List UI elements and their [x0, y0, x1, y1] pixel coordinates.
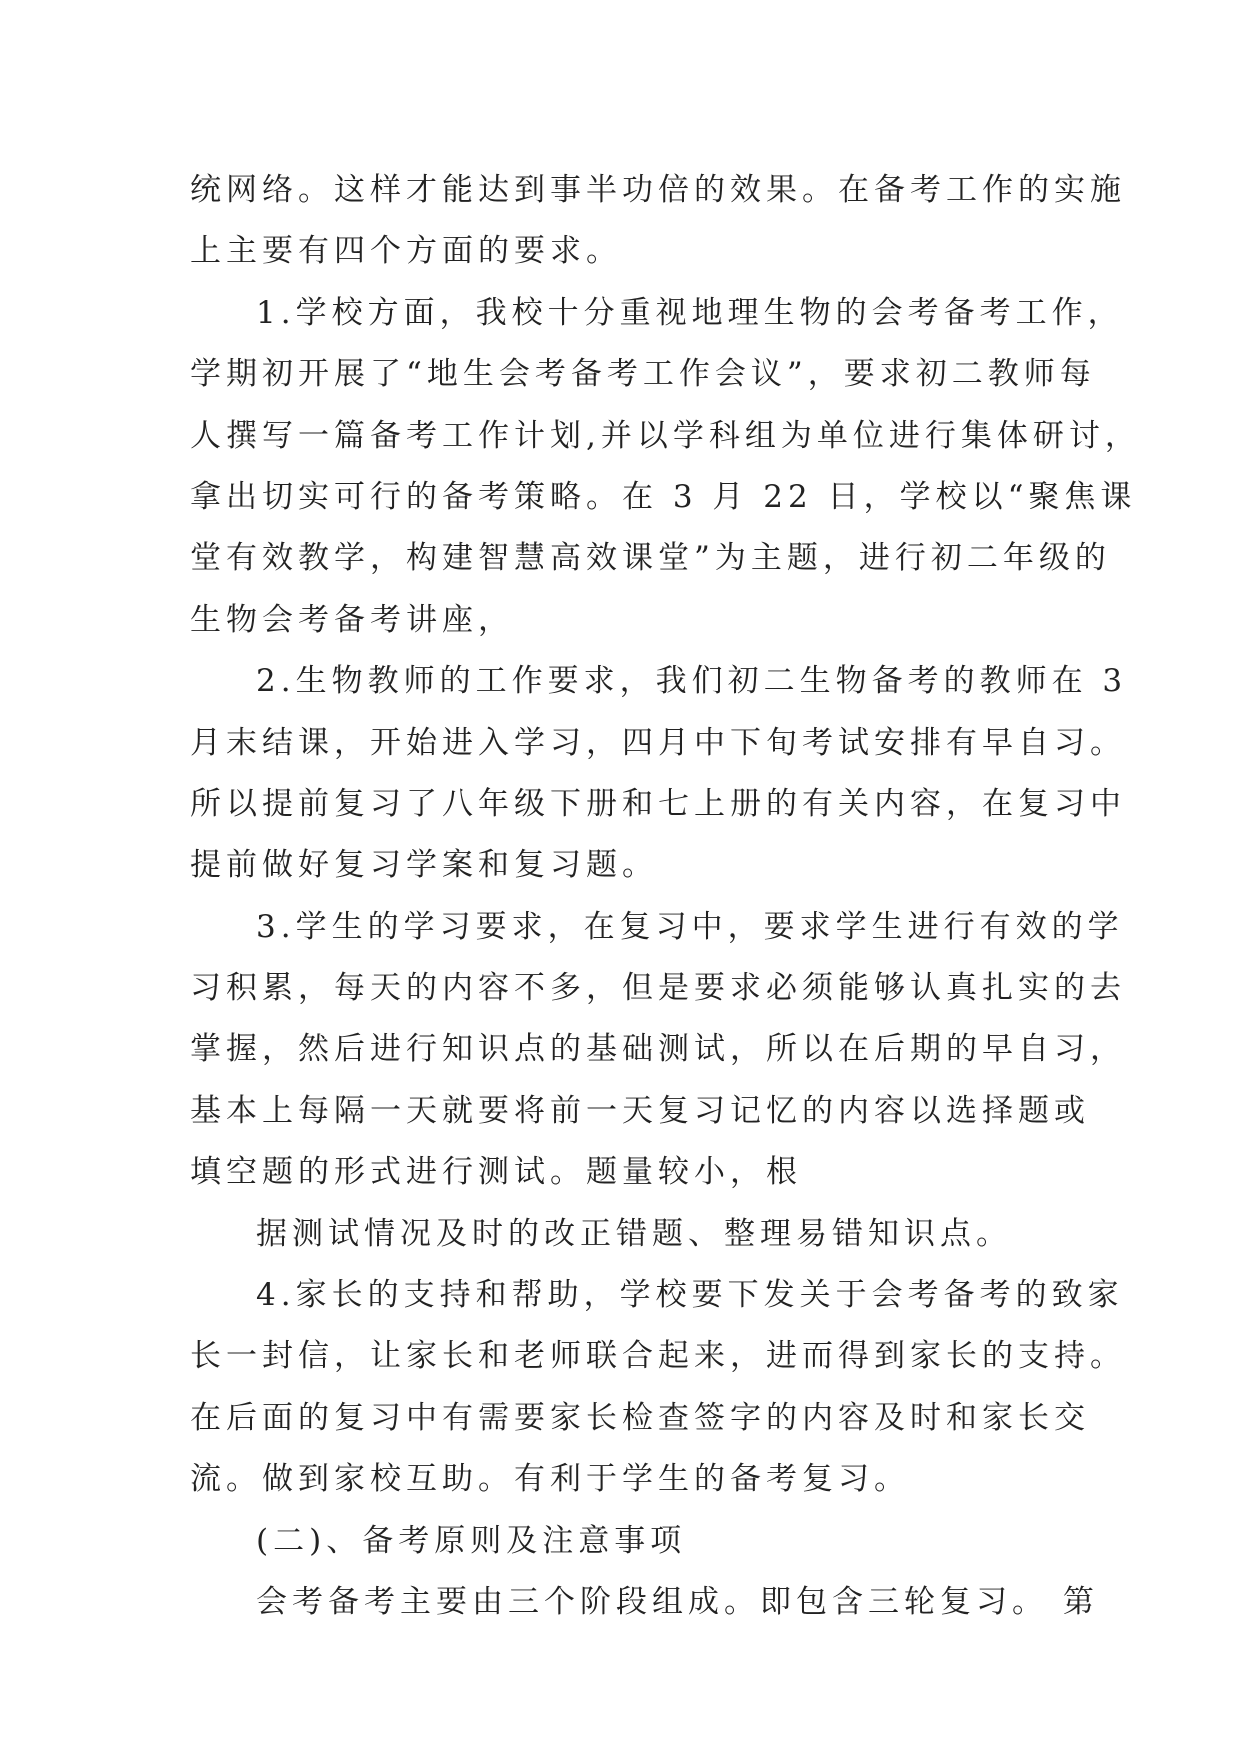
text-line: 所以提前复习了八年级下册和七上册的有关内容，在复习中 [190, 785, 1126, 822]
text-line: 提前做好复习学案和复习题。 [190, 847, 658, 884]
body-text [190, 160, 1141, 1633]
text-line: 学期初开展了“地生会考备考工作会议”，要求初二教师每 [190, 356, 1096, 393]
text-line: 填空题的形式进行测试。题量较小，根 [190, 1154, 802, 1191]
text-line: 1.学校方面，我校十分重视地理生物的会考备考工作， [256, 294, 1124, 331]
text-line: 习积累，每天的内容不多，但是要求必须能够认真扎实的去 [190, 970, 1126, 1007]
text-line: 据测试情况及时的改正错题、整理易错知识点。 [256, 1215, 1012, 1252]
text-line: 2.生物教师的工作要求，我们初二生物备考的教师在 3 [256, 663, 1128, 700]
text-line: 3.学生的学习要求，在复习中，要求学生进行有效的学 [256, 908, 1124, 945]
text-line: 人撰写一篇备考工作计划,并以学科组为单位进行集体研讨， [190, 417, 1141, 454]
section-heading: (二)、备考原则及注意事项 [256, 1522, 687, 1559]
text-line: 基本上每隔一天就要将前一天复习记忆的内容以选择题或 [190, 1092, 1090, 1129]
text-line: 会考备考主要由三个阶段组成。即包含三轮复习。 第 [256, 1583, 1099, 1620]
text-line: 长一封信，让家长和老师联合起来，进而得到家长的支持。 [190, 1338, 1126, 1375]
text-line: 4.家长的支持和帮助，学校要下发关于会考备考的致家 [256, 1277, 1124, 1314]
text-line: 月末结课，开始进入学习，四月中下旬考试安排有早自习。 [190, 724, 1126, 761]
text-line: 生物会考备考讲座， [190, 601, 514, 638]
text-line: 堂有效教学，构建智慧高效课堂”为主题，进行初二年级的 [190, 540, 1111, 577]
text-line: 在后面的复习中有需要家长检查签字的内容及时和家长交 [190, 1399, 1090, 1436]
text-line: 统网络。这样才能达到事半功倍的效果。在备考工作的实施 [190, 172, 1126, 208]
text-line: 掌握，然后进行知识点的基础测试，所以在后期的早自习， [190, 1031, 1126, 1068]
text-line: 上主要有四个方面的要求。 [190, 233, 622, 270]
text-line: 拿出切实可行的备考策略。在 3 月 22 日，学校以“聚焦课 [190, 478, 1137, 515]
text-line: 流。做到家校互助。有利于学生的备考复习。 [190, 1461, 910, 1498]
